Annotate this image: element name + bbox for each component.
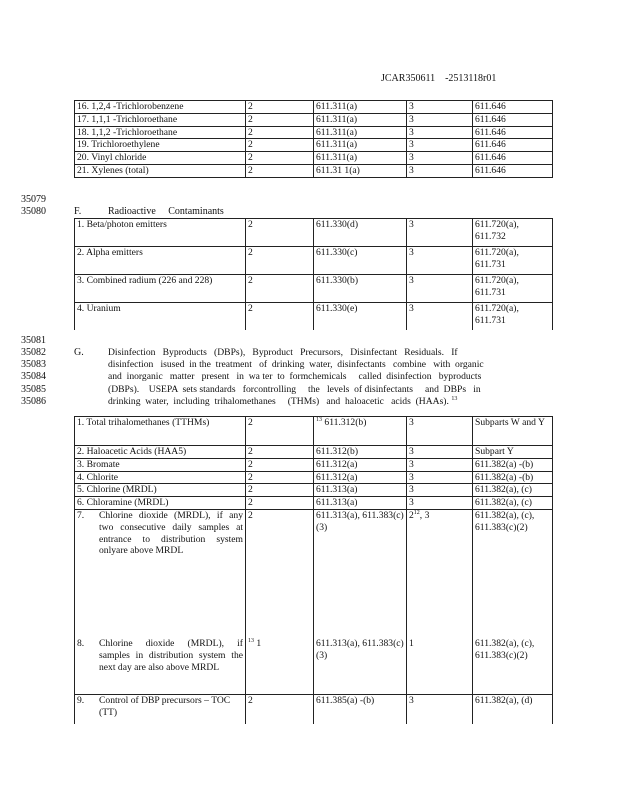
- contaminant-name: Uranium: [86, 303, 121, 314]
- row-number: 3.: [77, 275, 85, 286]
- paragraph-line: disinfection isused in the treatment of drinking water, disinfectants combine with organic: [108, 359, 484, 371]
- cell: 3: [407, 694, 473, 724]
- cell: 3: [407, 458, 473, 471]
- footnote-ref: 12: [413, 509, 420, 516]
- cell: 611.720(a), 611.731: [473, 247, 553, 275]
- cell: 611.382(a), (c): [473, 484, 553, 497]
- cell: 2: [246, 497, 314, 510]
- table-row: [75, 303, 553, 330]
- cell: 611.31 1(a): [314, 164, 407, 177]
- table-row: [75, 247, 553, 275]
- footnote-ref: 13: [451, 395, 458, 402]
- cell-content: [77, 638, 243, 673]
- cell: 2: [246, 219, 314, 247]
- section-g-paragraph: [108, 347, 536, 408]
- cell: 3: [407, 113, 473, 126]
- cell: 611.311(a): [314, 126, 407, 139]
- table-row: [75, 164, 553, 177]
- paragraph-line: and inorganic matter present in wa ter to formchemicals called disinfection byproducts: [108, 371, 482, 383]
- document-id: JCAR350611 -2513118r01: [381, 73, 497, 84]
- line-number: 35086: [21, 396, 46, 407]
- line-number: 35085: [21, 384, 46, 395]
- section-g-letter: G.: [74, 347, 84, 358]
- cell: 2: [246, 152, 314, 165]
- cell: 2: [246, 471, 314, 484]
- table-row: [75, 484, 553, 497]
- cell: 611.313(a), 611.383(c)(3): [314, 638, 407, 694]
- table-row: [75, 219, 553, 247]
- cell: 2: [246, 275, 314, 303]
- contaminants-table-top: [74, 100, 553, 178]
- cell: 611.330(c): [314, 247, 407, 275]
- contaminant-name: Control of DBP precursors – TOC (TT): [99, 694, 231, 718]
- cell: 611.312(a): [314, 471, 407, 484]
- contaminant-cell: 1. Total trihalomethanes (TTHMs): [75, 417, 246, 446]
- cell: 3: [407, 484, 473, 497]
- cell: 3: [407, 152, 473, 165]
- contaminant-cell: [75, 275, 246, 303]
- contaminant-cell: 20. Vinyl chloride: [75, 152, 246, 165]
- cell-content: [77, 510, 243, 557]
- line-number: 35080: [21, 206, 46, 217]
- cell: 2: [246, 446, 314, 459]
- contaminant-cell: 5. Chlorine (MRDL): [75, 484, 246, 497]
- table-row: [75, 509, 553, 638]
- cell: 611.646: [473, 101, 553, 114]
- cell: 2: [246, 113, 314, 126]
- contaminant-name: Chlorine dioxide (MRDL), if samples in distribution system the next day are also above MRDL: [99, 638, 243, 674]
- contaminant-cell: 21. Xylenes (total): [75, 164, 246, 177]
- cell: 611.646: [473, 152, 553, 165]
- cell: 611.646: [473, 126, 553, 139]
- cell: 2: [246, 509, 314, 638]
- cell: 2: [246, 126, 314, 139]
- cell: Subpart Y: [473, 446, 553, 459]
- table-row: [75, 139, 553, 152]
- row-number: 2.: [77, 247, 85, 258]
- paragraph-line: [108, 396, 536, 408]
- cell: 3: [407, 275, 473, 303]
- cell: 611.313(a): [314, 497, 407, 510]
- table-row: [75, 152, 553, 165]
- table-row: [75, 113, 553, 126]
- table-row: [75, 458, 553, 471]
- cell: 611.311(a): [314, 139, 407, 152]
- table-row: [75, 694, 553, 724]
- contaminant-name: Beta/photon emitters: [86, 219, 167, 230]
- contaminant-cell: [75, 509, 246, 638]
- contaminant-cell: 18. 1,1,2 -Trichloroethane: [75, 126, 246, 139]
- contaminant-cell: 19. Trichloroethylene: [75, 139, 246, 152]
- contaminant-cell: 16. 1,2,4 -Trichlorobenzene: [75, 101, 246, 114]
- contaminant-name: Alpha emitters: [86, 247, 143, 258]
- table-row: [75, 638, 553, 694]
- section-f-letter: F.: [74, 206, 82, 217]
- line-number: 35081: [21, 335, 46, 346]
- cell: 611.330(e): [314, 303, 407, 330]
- cell: 611.312(a): [314, 458, 407, 471]
- cell: 3: [407, 446, 473, 459]
- cell: 611.646: [473, 164, 553, 177]
- cell: 3: [407, 497, 473, 510]
- cell: 611.330(b): [314, 275, 407, 303]
- paragraph-line: (DBPs). USEPA sets standards forcontrolling the levels of disinfectants and DBPs in: [108, 383, 481, 395]
- line-number: 35084: [21, 371, 46, 382]
- contaminant-cell: [75, 638, 246, 694]
- row-number: 7.: [77, 509, 85, 521]
- cell-text: 2: [409, 509, 414, 521]
- cell: 611.382(a), (d): [473, 694, 553, 724]
- cell: 611.382(a), (c), 611.383(c)(2): [473, 638, 553, 694]
- row-number: 1.: [77, 219, 85, 230]
- cell: 611.382(a) -(b): [473, 458, 553, 471]
- cell: 611.311(a): [314, 101, 407, 114]
- contaminant-cell: 2. Haloacetic Acids (HAA5): [75, 446, 246, 459]
- cell: 2: [246, 484, 314, 497]
- row-number: 4.: [77, 303, 85, 314]
- cell: [407, 509, 473, 638]
- paragraph-text: drinking water, including trihalomethanes (THMs) and haloacetic acids (HAAs).: [108, 395, 449, 407]
- cell: 3: [407, 471, 473, 484]
- contaminant-cell: [75, 303, 246, 330]
- cell-content: [77, 695, 243, 719]
- table-row: [75, 126, 553, 139]
- table-row: [75, 497, 553, 510]
- cell: 2: [246, 303, 314, 330]
- cell: 611.720(a), 611.732: [473, 219, 553, 247]
- cell: 611.330(d): [314, 219, 407, 247]
- contaminant-cell: 6. Chloramine (MRDL): [75, 497, 246, 510]
- cell: 2: [246, 101, 314, 114]
- row-number: 8.: [77, 638, 85, 650]
- cell: 611.646: [473, 139, 553, 152]
- footnote-ref: 13: [248, 638, 254, 645]
- section-f-title: Radioactive Contaminants: [108, 206, 224, 217]
- cell: 611.311(a): [314, 152, 407, 165]
- table-row: [75, 471, 553, 484]
- cell: 3: [407, 139, 473, 152]
- table-row: [75, 417, 553, 446]
- cell-text: , 3: [419, 509, 430, 521]
- cell: 2: [246, 247, 314, 275]
- cell: 611.646: [473, 113, 553, 126]
- cell: 611.382(a), (c): [473, 497, 553, 510]
- paragraph-line: Disinfection Byproducts (DBPs), Byproduct Precursors, Disinfectant Residuals. If: [108, 347, 458, 358]
- footnote-ref: 13: [316, 416, 322, 423]
- radioactive-contaminants-table: [74, 218, 553, 330]
- cell: 611.382(a) -(b): [473, 471, 553, 484]
- cell: 3: [407, 101, 473, 114]
- cell: 1: [407, 638, 473, 694]
- cell: [314, 417, 407, 446]
- cell: 611.385(a) -(b): [314, 694, 407, 724]
- cell: 3: [407, 164, 473, 177]
- contaminant-cell: [75, 694, 246, 724]
- table-row: [75, 101, 553, 114]
- cell: 611.720(a), 611.731: [473, 275, 553, 303]
- cell: 611.313(a), 611.383(c)(3): [314, 509, 407, 638]
- line-number: 35083: [21, 359, 46, 370]
- cell: 3: [407, 126, 473, 139]
- cell-text: 611.312(b): [324, 417, 367, 428]
- cell: 2: [246, 164, 314, 177]
- cell: 3: [407, 219, 473, 247]
- cell: 2: [246, 139, 314, 152]
- contaminant-cell: 17. 1,1,1 -Trichloroethane: [75, 113, 246, 126]
- table-row: [75, 446, 553, 459]
- line-number: 35079: [21, 194, 46, 205]
- cell: 3: [407, 417, 473, 446]
- cell: 2: [246, 694, 314, 724]
- contaminant-name: Combined radium (226 and 228): [86, 275, 213, 286]
- cell: 611.311(a): [314, 113, 407, 126]
- cell: 2: [246, 458, 314, 471]
- cell: 611.720(a), 611.731: [473, 303, 553, 330]
- cell: [246, 638, 314, 694]
- cell: Subparts W and Y: [473, 417, 553, 446]
- cell: 3: [407, 247, 473, 275]
- contaminant-cell: [75, 219, 246, 247]
- disinfection-byproducts-table: [74, 416, 553, 724]
- table-row: [75, 275, 553, 303]
- cell: 611.312(b): [314, 446, 407, 459]
- cell: 611.382(a), (c), 611.383(c)(2): [473, 509, 553, 638]
- line-number: 35082: [21, 347, 46, 358]
- contaminant-name: Chlorine dioxide (MRDL), if any two consecutive daily samples at entrance to distribution system onlyare above MRDL: [99, 509, 243, 557]
- cell: 2: [246, 417, 314, 446]
- contaminant-cell: [75, 247, 246, 275]
- cell: 3: [407, 303, 473, 330]
- cell-text: 1: [254, 638, 262, 650]
- contaminant-cell: 3. Bromate: [75, 458, 246, 471]
- contaminant-cell: 4. Chlorite: [75, 471, 246, 484]
- cell: 611.313(a): [314, 484, 407, 497]
- row-number: 9.: [77, 694, 85, 706]
